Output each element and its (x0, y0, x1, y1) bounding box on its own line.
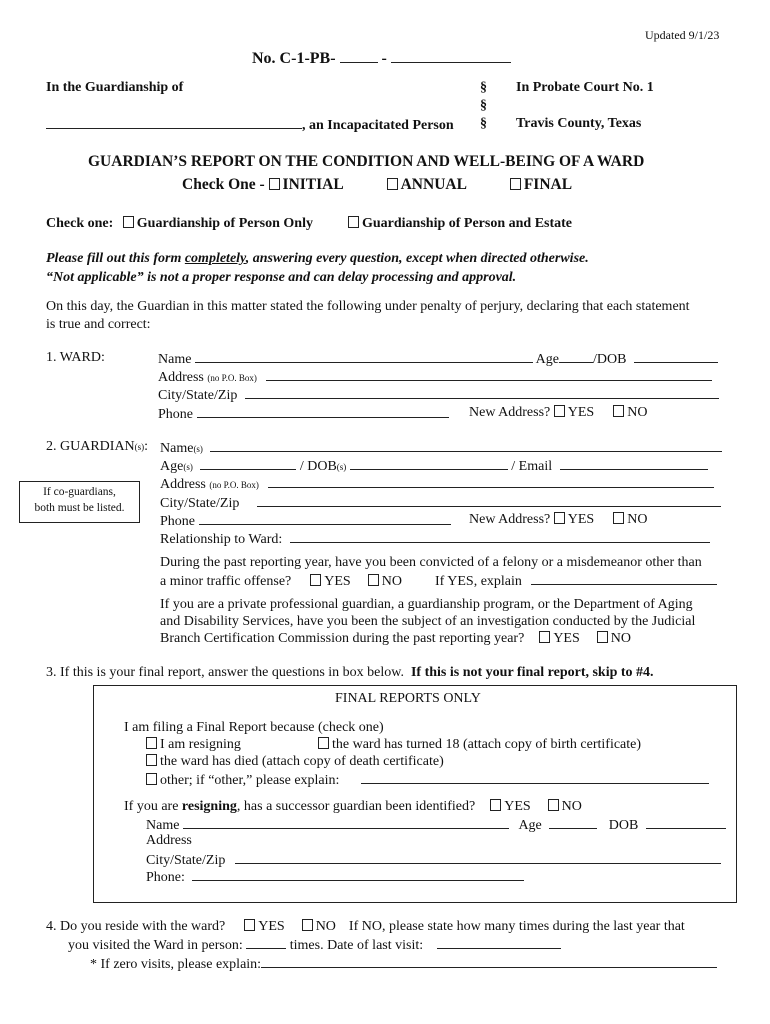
investigation-line-3: Branch Certification Commission during the past reporting year? YES NO (160, 631, 631, 646)
successor-phone-field[interactable] (192, 868, 524, 881)
ward-name-row: Name Age /DOB (158, 350, 718, 368)
cause-dash: - (381, 50, 387, 67)
zero-visits-explain-field[interactable] (261, 955, 717, 968)
ward-new-address-yes[interactable] (554, 405, 565, 417)
final-opt-18: the ward has turned 18 (attach copy of birth certificate) (318, 737, 641, 753)
checkbox-annual[interactable] (387, 178, 398, 190)
guardian-dob-field[interactable] (350, 457, 508, 470)
caption-left-1: In the Guardianship of (46, 80, 184, 95)
cause-field-2[interactable] (391, 50, 511, 63)
checkbox-person-only[interactable] (123, 216, 134, 228)
report-type-row: Check One - INITIAL ANNUAL FINAL (182, 176, 573, 193)
updated-date: Updated 9/1/23 (645, 28, 720, 42)
instruction-2: “Not applicable” is not a proper response and can delay processing and approval. (46, 270, 517, 285)
checkbox-other[interactable] (146, 773, 157, 785)
section4-zero-row: * If zero visits, please explain: (90, 955, 717, 973)
guardian-new-address-no[interactable] (613, 512, 624, 524)
guardian-address-field[interactable] (268, 475, 714, 488)
reside-yes-checkbox[interactable] (244, 919, 255, 931)
co-guardian-note: If co-guardians, both must be listed. (19, 481, 140, 523)
ward-label: 1. WARD: (46, 350, 105, 365)
ward-address-row: Address (no P.O. Box) (158, 368, 712, 386)
checkbox-ward-died[interactable] (146, 754, 157, 766)
checkbox-initial[interactable] (269, 178, 280, 190)
felony-explain-field[interactable] (531, 572, 717, 585)
last-visit-date-field[interactable] (437, 936, 561, 949)
investigation-line-1: If you are a private professional guardian, a guardianship program, or the Department of Aging (160, 597, 693, 612)
caption-court: In Probate Court No. 1 (516, 80, 654, 95)
investigation-yes-checkbox[interactable] (539, 631, 550, 643)
guardian-phone-field[interactable] (199, 512, 451, 525)
guardian-phone-row: Phone (160, 512, 451, 530)
caption-county: Travis County, Texas (516, 116, 642, 131)
section-sign-3: § (480, 116, 487, 131)
ward-age-field[interactable] (559, 350, 593, 363)
felony-no-checkbox[interactable] (368, 574, 379, 586)
cause-prefix: No. C-1-PB- (252, 50, 336, 67)
incapacitated-person-field[interactable] (46, 116, 302, 129)
checkbox-turned-18[interactable] (318, 737, 329, 749)
guardian-city-field[interactable] (257, 494, 721, 507)
caption-left-2: , an Incapacitated Person (46, 116, 454, 134)
successor-no-checkbox[interactable] (548, 799, 559, 811)
section4-visits-row: you visited the Ward in person: times. Date of last visit: (68, 936, 561, 954)
successor-yes-checkbox[interactable] (490, 799, 501, 811)
guardian-city-row: City/State/Zip (160, 494, 721, 512)
guardian-new-address-yes[interactable] (554, 512, 565, 524)
final-reason-label: I am filing a Final Report because (check one) (124, 720, 384, 735)
guardian-name-row: Name(s) (160, 439, 722, 457)
guardian-age-field[interactable] (200, 457, 296, 470)
guardian-name-field[interactable] (210, 439, 722, 452)
successor-phone-row: Phone: (146, 868, 524, 886)
guardian-email-field[interactable] (560, 457, 708, 470)
felony-line-1: During the past reporting year, have you been convicted of a felony or a misdemeanor other than (160, 555, 702, 570)
felony-yes-checkbox[interactable] (310, 574, 321, 586)
felony-line-2: a minor traffic offense? YES NO If YES, explain (160, 572, 717, 590)
guardian-relationship-field[interactable] (290, 530, 710, 543)
ward-name-field[interactable] (195, 350, 533, 363)
oath-line-2: is true and correct: (46, 317, 151, 332)
ward-new-address: New Address? YES NO (469, 405, 648, 420)
ward-phone-row: Phone (158, 405, 449, 423)
page-title: GUARDIAN’S REPORT ON THE CONDITION AND WELL-BEING OF A WARD (88, 153, 645, 170)
ward-new-address-no[interactable] (613, 405, 624, 417)
section-sign-1: § (480, 80, 487, 95)
guardian-label: 2. GUARDIAN(s): (46, 439, 149, 454)
cause-field-1[interactable] (340, 50, 378, 63)
investigation-no-checkbox[interactable] (597, 631, 608, 643)
ward-address-field[interactable] (266, 368, 712, 381)
ward-city-row: City/State/Zip (158, 386, 719, 404)
final-opt-died: the ward has died (attach copy of death certificate) (146, 754, 444, 770)
checkbox-person-estate[interactable] (348, 216, 359, 228)
reside-no-checkbox[interactable] (302, 919, 313, 931)
section4-question: 4. Do you reside with the ward? YES NO If NO, please state how many times during the last year that (46, 919, 685, 934)
section3-intro: 3. If this is your final report, answer the questions in box below. If this is not your final report, skip to #4. (46, 665, 654, 680)
successor-name-field[interactable] (183, 816, 509, 829)
successor-city-field[interactable] (235, 851, 721, 864)
successor-name-row: Name Age DOB (146, 816, 726, 834)
section-sign-2: § (480, 98, 487, 113)
ward-city-field[interactable] (245, 386, 719, 399)
checkbox-final[interactable] (510, 178, 521, 190)
instruction-1: Please fill out this form completely, answering every question, except when directed otherwise. (46, 251, 589, 266)
final-box-title: FINAL REPORTS ONLY (335, 691, 481, 706)
visit-count-field[interactable] (246, 936, 286, 949)
successor-city-row: City/State/Zip (146, 851, 721, 869)
checkbox-resigning[interactable] (146, 737, 157, 749)
successor-age-field[interactable] (549, 816, 597, 829)
oath-line-1: On this day, the Guardian in this matter stated the following under penalty of perjury, declaring that each statement (46, 299, 690, 314)
successor-question: If you are resigning, has a successor guardian been identified? YES NO (124, 799, 582, 814)
investigation-line-2: and Disability Services, have you been the subject of an investigation conducted by the Judicial (160, 614, 696, 629)
ward-phone-field[interactable] (197, 405, 449, 418)
successor-dob-field[interactable] (646, 816, 726, 829)
guardian-new-address: New Address? YES NO (469, 512, 648, 527)
successor-address-row: Address (146, 833, 192, 848)
guardian-relationship-row: Relationship to Ward: (160, 530, 710, 548)
final-opt-other: other; if “other,” please explain: (146, 771, 709, 789)
guardianship-type-row: Check one: Guardianship of Person Only Guardianship of Person and Estate (46, 216, 573, 231)
guardian-address-row: Address (no P.O. Box) (160, 475, 714, 493)
final-opt-resigning: I am resigning (146, 737, 241, 753)
cause-number (252, 50, 511, 68)
guardian-age-row: Age(s) / DOB(s) / Email (160, 457, 708, 475)
ward-dob-field[interactable] (634, 350, 718, 363)
other-explain-field[interactable] (361, 771, 709, 784)
